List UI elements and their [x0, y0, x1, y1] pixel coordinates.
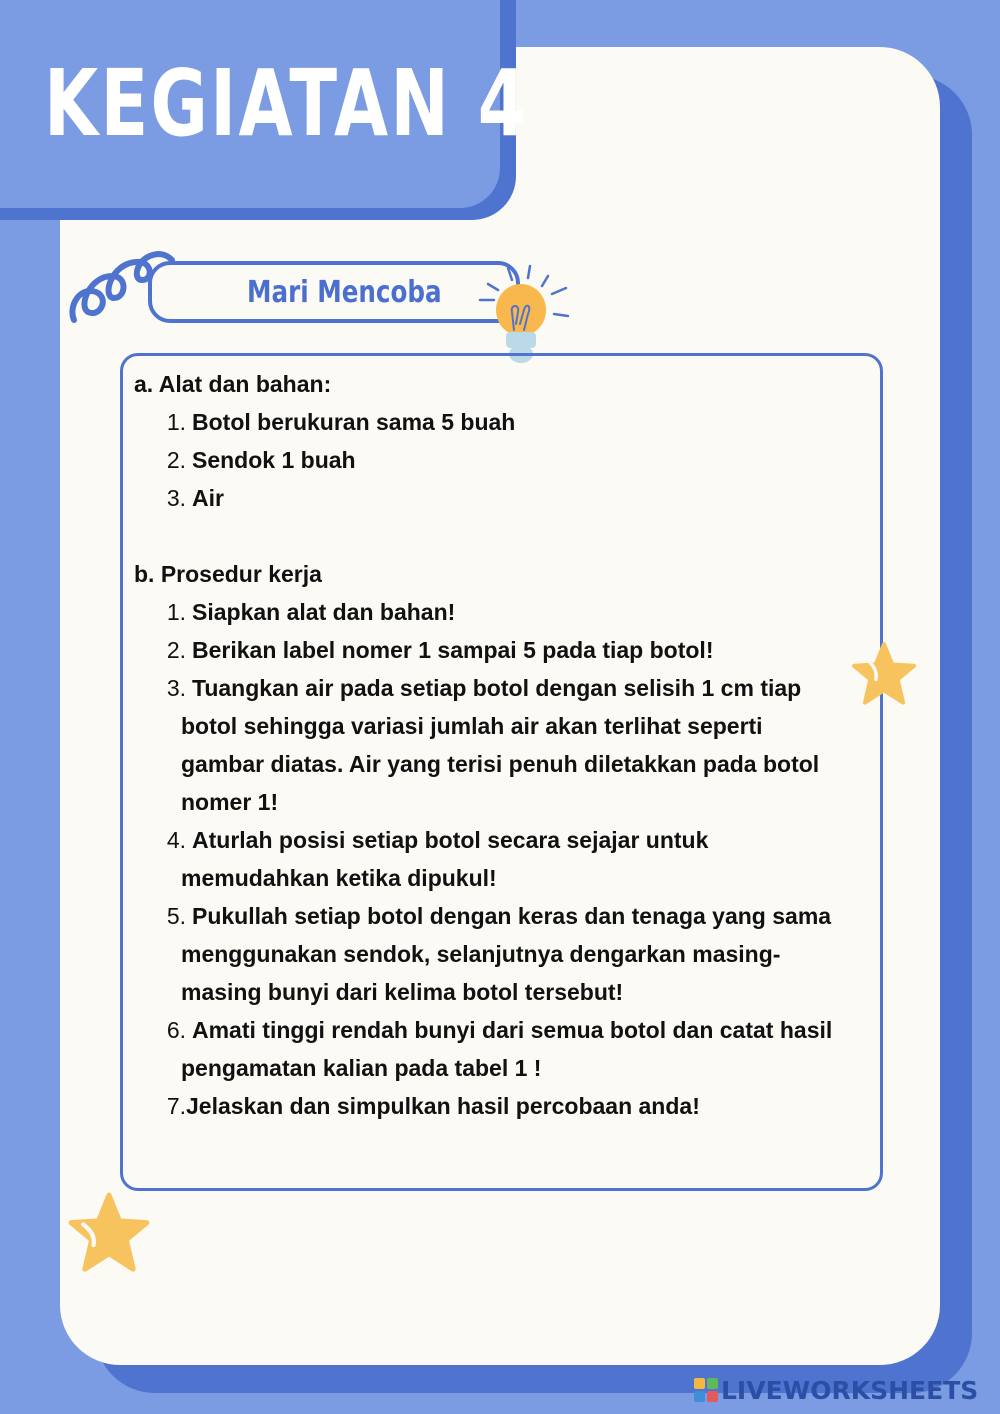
list-item-continuation: memudahkan ketika dipukul!: [181, 865, 497, 891]
list-item-text: Berikan label nomer 1 sampai 5 pada tiap botol!: [192, 637, 714, 663]
list-item-continuation: nomer 1!: [181, 789, 279, 815]
list-item-number: 4.: [166, 827, 186, 853]
section-a-label: a. Alat dan bahan:: [134, 371, 332, 397]
list-item-text: Tuangkan air pada setiap botol dengan selisih 1 cm tiap: [192, 675, 802, 701]
list-item: [134, 479, 832, 517]
list-item-number: 1.: [166, 599, 186, 625]
list-item-number: 3.: [166, 675, 186, 701]
brand-name: LIVEWORKSHEETS: [721, 1375, 979, 1405]
liveworksheets-logo[interactable]: [694, 1374, 978, 1406]
list-item: [134, 441, 832, 479]
star-icon: [66, 1190, 152, 1276]
title-block: [0, 0, 529, 208]
list-item: [134, 821, 832, 859]
list-item: [134, 593, 832, 631]
list-item: [134, 631, 832, 669]
section-b-label: b. Prosedur kerja: [134, 561, 322, 587]
list-item-text: Jelaskan dan simpulkan hasil percobaan anda!: [186, 1093, 700, 1119]
list-item-text: Pukullah setiap botol dengan keras dan tenaga yang sama: [192, 903, 832, 929]
list-item-number: 3.: [166, 485, 186, 511]
list-item-number: 7.: [166, 1093, 186, 1119]
star-icon: [850, 640, 918, 708]
list-item-number: 5.: [166, 903, 186, 929]
instructions-text: [134, 365, 832, 1125]
list-item-text: Aturlah posisi setiap botol secara sejajar untuk: [192, 827, 709, 853]
list-item: [134, 897, 832, 935]
page-title: KEGIATAN 4: [44, 50, 529, 157]
list-item: [134, 669, 832, 707]
list-item-text: Botol berukuran sama 5 buah: [192, 409, 516, 435]
list-item-continuation: pengamatan kalian pada tabel 1 !: [181, 1055, 542, 1081]
list-item-continuation: gambar diatas. Air yang terisi penuh diletakkan pada botol: [181, 751, 820, 777]
list-item-continuation: botol sehingga variasi jumlah air akan terlihat seperti: [181, 713, 763, 739]
list-item-number: 6.: [166, 1017, 186, 1043]
list-item: [134, 1011, 832, 1049]
list-item-text: Siapkan alat dan bahan!: [192, 599, 456, 625]
list-item-number: 2.: [166, 447, 186, 473]
list-item: [134, 1087, 832, 1125]
section-heading-pill: [148, 261, 520, 323]
list-item-continuation: menggunakan sendok, selanjutnya dengarkan masing-: [181, 941, 781, 967]
logo-squares-icon: [694, 1378, 718, 1402]
list-item-number: 2.: [166, 637, 186, 663]
list-item-text: Amati tinggi rendah bunyi dari semua botol dan catat hasil: [192, 1017, 833, 1043]
list-item-number: 1.: [166, 409, 186, 435]
section-heading: Mari Mencoba: [247, 275, 442, 310]
list-item-continuation: masing bunyi dari kelima botol tersebut!: [181, 979, 624, 1005]
list-item-text: Air: [192, 485, 224, 511]
list-item-text: Sendok 1 buah: [192, 447, 356, 473]
list-item: [134, 403, 832, 441]
